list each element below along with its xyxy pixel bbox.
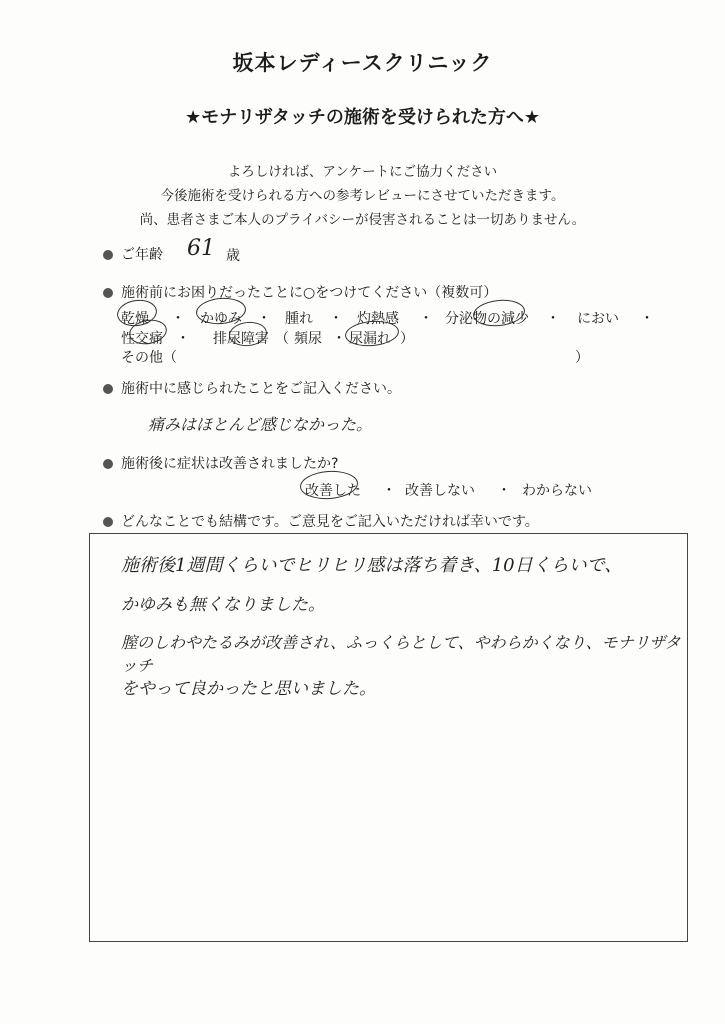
q3-question bbox=[103, 453, 338, 473]
opt-dot: ・ bbox=[640, 311, 654, 327]
opt-dot: ・ bbox=[329, 311, 343, 327]
opt-swelling: 腫れ bbox=[285, 311, 313, 327]
opt-frequent-urination: 頻尿 bbox=[294, 331, 322, 347]
opt-other-label: その他（ bbox=[121, 350, 177, 366]
opt-dot: ・ bbox=[171, 311, 185, 327]
opt-dot: ・ bbox=[419, 311, 433, 327]
bullet-icon bbox=[103, 384, 113, 394]
comment-line-3: 膣のしわやたるみが改善され、ふっくらとして、やわらかくなり、モナリザタッチ bbox=[121, 633, 681, 675]
comment-box bbox=[89, 533, 688, 942]
comment-line-1: 施術後1週間くらいでヒリヒリ感は落ち着き、10日くらいで、 bbox=[121, 555, 623, 576]
opt-dont-know: わからない bbox=[522, 483, 592, 499]
comment-line-2: かゆみも無くなりました。 bbox=[121, 595, 325, 615]
opt-improved: 改善した bbox=[305, 483, 361, 499]
opt-odor: におい bbox=[577, 311, 619, 327]
bullet-icon bbox=[103, 459, 113, 469]
opt-dyspareunia: 性交痛 bbox=[121, 331, 163, 347]
selection-circle bbox=[344, 319, 400, 349]
opt-dot: ・ bbox=[382, 483, 396, 499]
comment-line-4: をやって良かったと思いました。 bbox=[121, 679, 376, 699]
intro-line-2: 今後施術を受けられる方への参考レビューにさせていただきます。 bbox=[160, 188, 565, 204]
bullet-icon bbox=[103, 250, 113, 260]
opt-dot: ・ bbox=[332, 331, 346, 347]
age-unit: 歳 bbox=[226, 248, 240, 264]
opt-dot: ・ bbox=[497, 483, 511, 499]
opt-not-improved: 改善しない bbox=[405, 483, 475, 499]
opt-other-close: ） bbox=[575, 350, 589, 366]
age-value: 61 bbox=[187, 236, 215, 261]
q2-answer: 痛みはほとんど感じなかった。 bbox=[148, 415, 373, 434]
q4-label: どんなことでも結構です。ご意見をご記入いただければ幸いです。 bbox=[121, 514, 539, 530]
opt-dryness: 乾燥 bbox=[121, 311, 149, 327]
intro-line-1: よろしければ、アンケートにご協力ください bbox=[227, 164, 498, 180]
opt-dot: ・ bbox=[546, 311, 560, 327]
intro-line-3: 尚、患者さまご本人のプライバシーが侵害されることは一切ありません。 bbox=[139, 212, 586, 228]
q1-label: 施術前にお困りだったことに○をつけてください（複数可） bbox=[121, 285, 498, 301]
age-label: ご年齢 bbox=[121, 247, 163, 263]
bullet-icon bbox=[103, 517, 113, 527]
opt-urination-disorder: 排尿障害 bbox=[213, 331, 269, 347]
q1-question bbox=[103, 282, 497, 302]
opt-dot: ・ bbox=[257, 311, 271, 327]
q2-question bbox=[103, 378, 401, 398]
bullet-icon bbox=[103, 288, 113, 298]
opt-discharge-decrease: 分泌物の減少 bbox=[445, 311, 529, 327]
opt-itching: かゆみ bbox=[200, 311, 242, 327]
opt-incontinence: 尿漏れ bbox=[349, 331, 391, 347]
survey-heading: ★モナリザタッチの施術を受けられた方へ★ bbox=[184, 107, 540, 128]
q3-label: 施術後に症状は改善されましたか? bbox=[121, 456, 339, 472]
opt-paren-close: ） bbox=[400, 331, 414, 347]
opt-paren-open: （ bbox=[275, 331, 289, 347]
clinic-name: 坂本レディースクリニック bbox=[232, 51, 493, 75]
opt-burning: 灼熱感 bbox=[357, 311, 399, 327]
q2-label: 施術中に感じられたことをご記入ください。 bbox=[121, 381, 401, 397]
q4-question bbox=[103, 511, 539, 531]
opt-dot: ・ bbox=[176, 331, 190, 347]
age-question bbox=[103, 244, 163, 264]
